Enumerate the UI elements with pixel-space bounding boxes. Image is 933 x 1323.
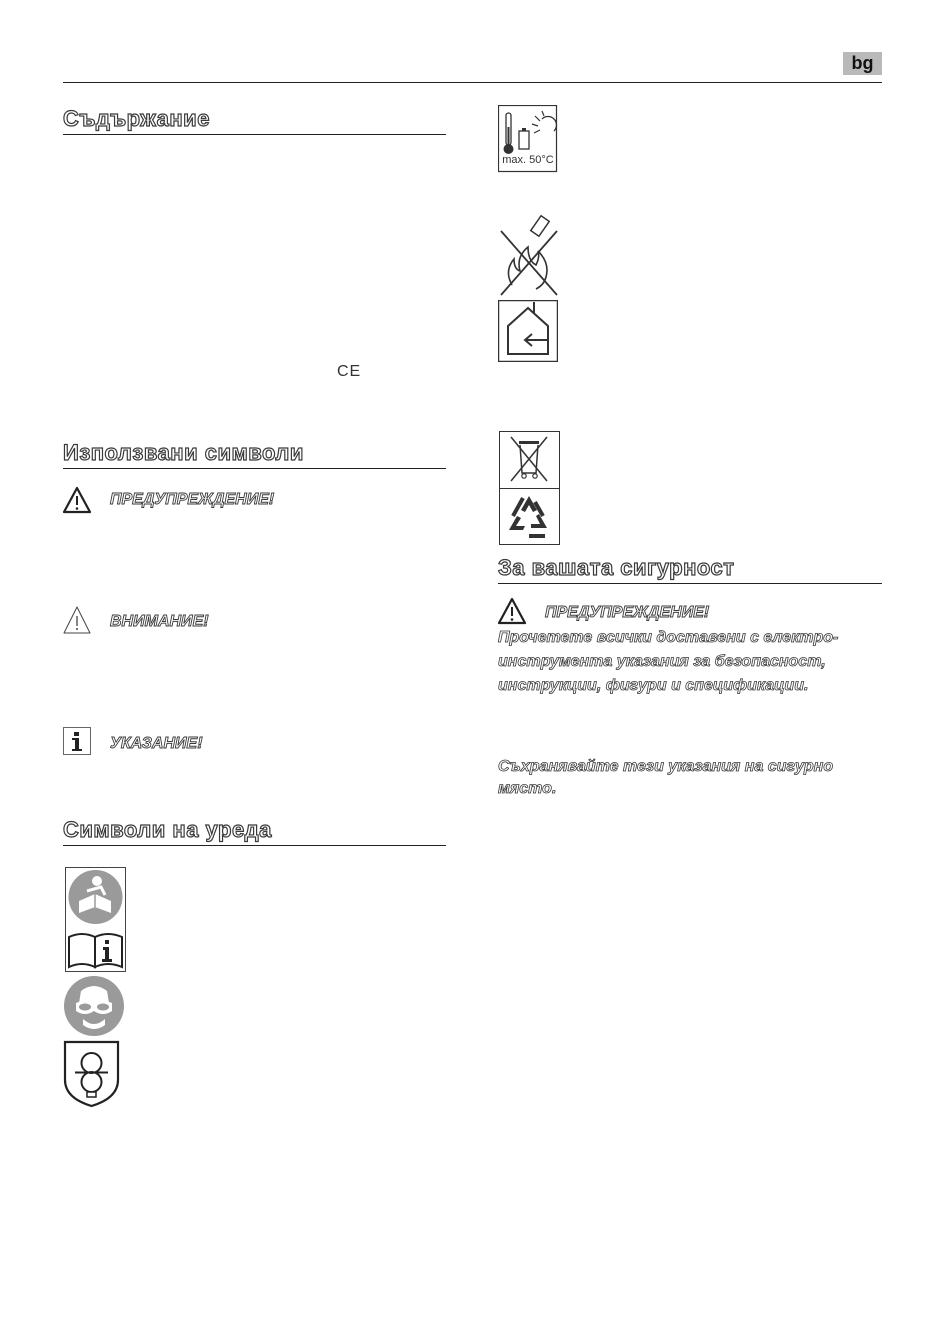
keep-instructions-line-1: Съхранявайте тези указания на сигурно (498, 758, 834, 775)
ear-protection-icon (63, 1040, 120, 1108)
top-divider (63, 82, 882, 83)
safety-text-line-1: Прочетете всички доставени с електро- (498, 629, 839, 646)
weee-bin-icon (499, 431, 561, 489)
warning-triangle-icon (62, 486, 92, 514)
device-symbols-heading: Символи на уреда (63, 817, 446, 846)
ce-mark: CE (337, 363, 362, 380)
safety-heading: За вашата сигурност (498, 555, 882, 584)
safety-warning-triangle-icon (497, 597, 527, 625)
eye-protection-icon (63, 975, 125, 1037)
info-icon (63, 727, 91, 755)
caution-triangle-icon (62, 605, 92, 635)
contents-heading: Съдържание (63, 106, 446, 135)
read-manual-icon (65, 867, 126, 972)
safety-text-line-2: инструмента указания за безопасност, (498, 653, 826, 670)
language-badge: bg (843, 52, 882, 75)
no-fire-battery-icon (498, 213, 560, 297)
indoor-use-icon (498, 300, 558, 362)
caution-label: ВНИМАНИЕ! (110, 613, 209, 630)
symbols-heading: Използвани символи (63, 440, 446, 469)
recycle-icon (499, 488, 561, 546)
keep-instructions-line-2: място. (498, 780, 557, 797)
safety-text-line-3: инструкции, фигури и спецификации. (498, 677, 809, 694)
warning-label: ПРЕДУПРЕЖДЕНИЕ! (110, 491, 275, 508)
max-temperature-label: max. 50°C (502, 154, 554, 166)
note-label: УКАЗАНИЕ! (110, 735, 203, 752)
safety-warning-label: ПРЕДУПРЕЖДЕНИЕ! (545, 604, 710, 621)
